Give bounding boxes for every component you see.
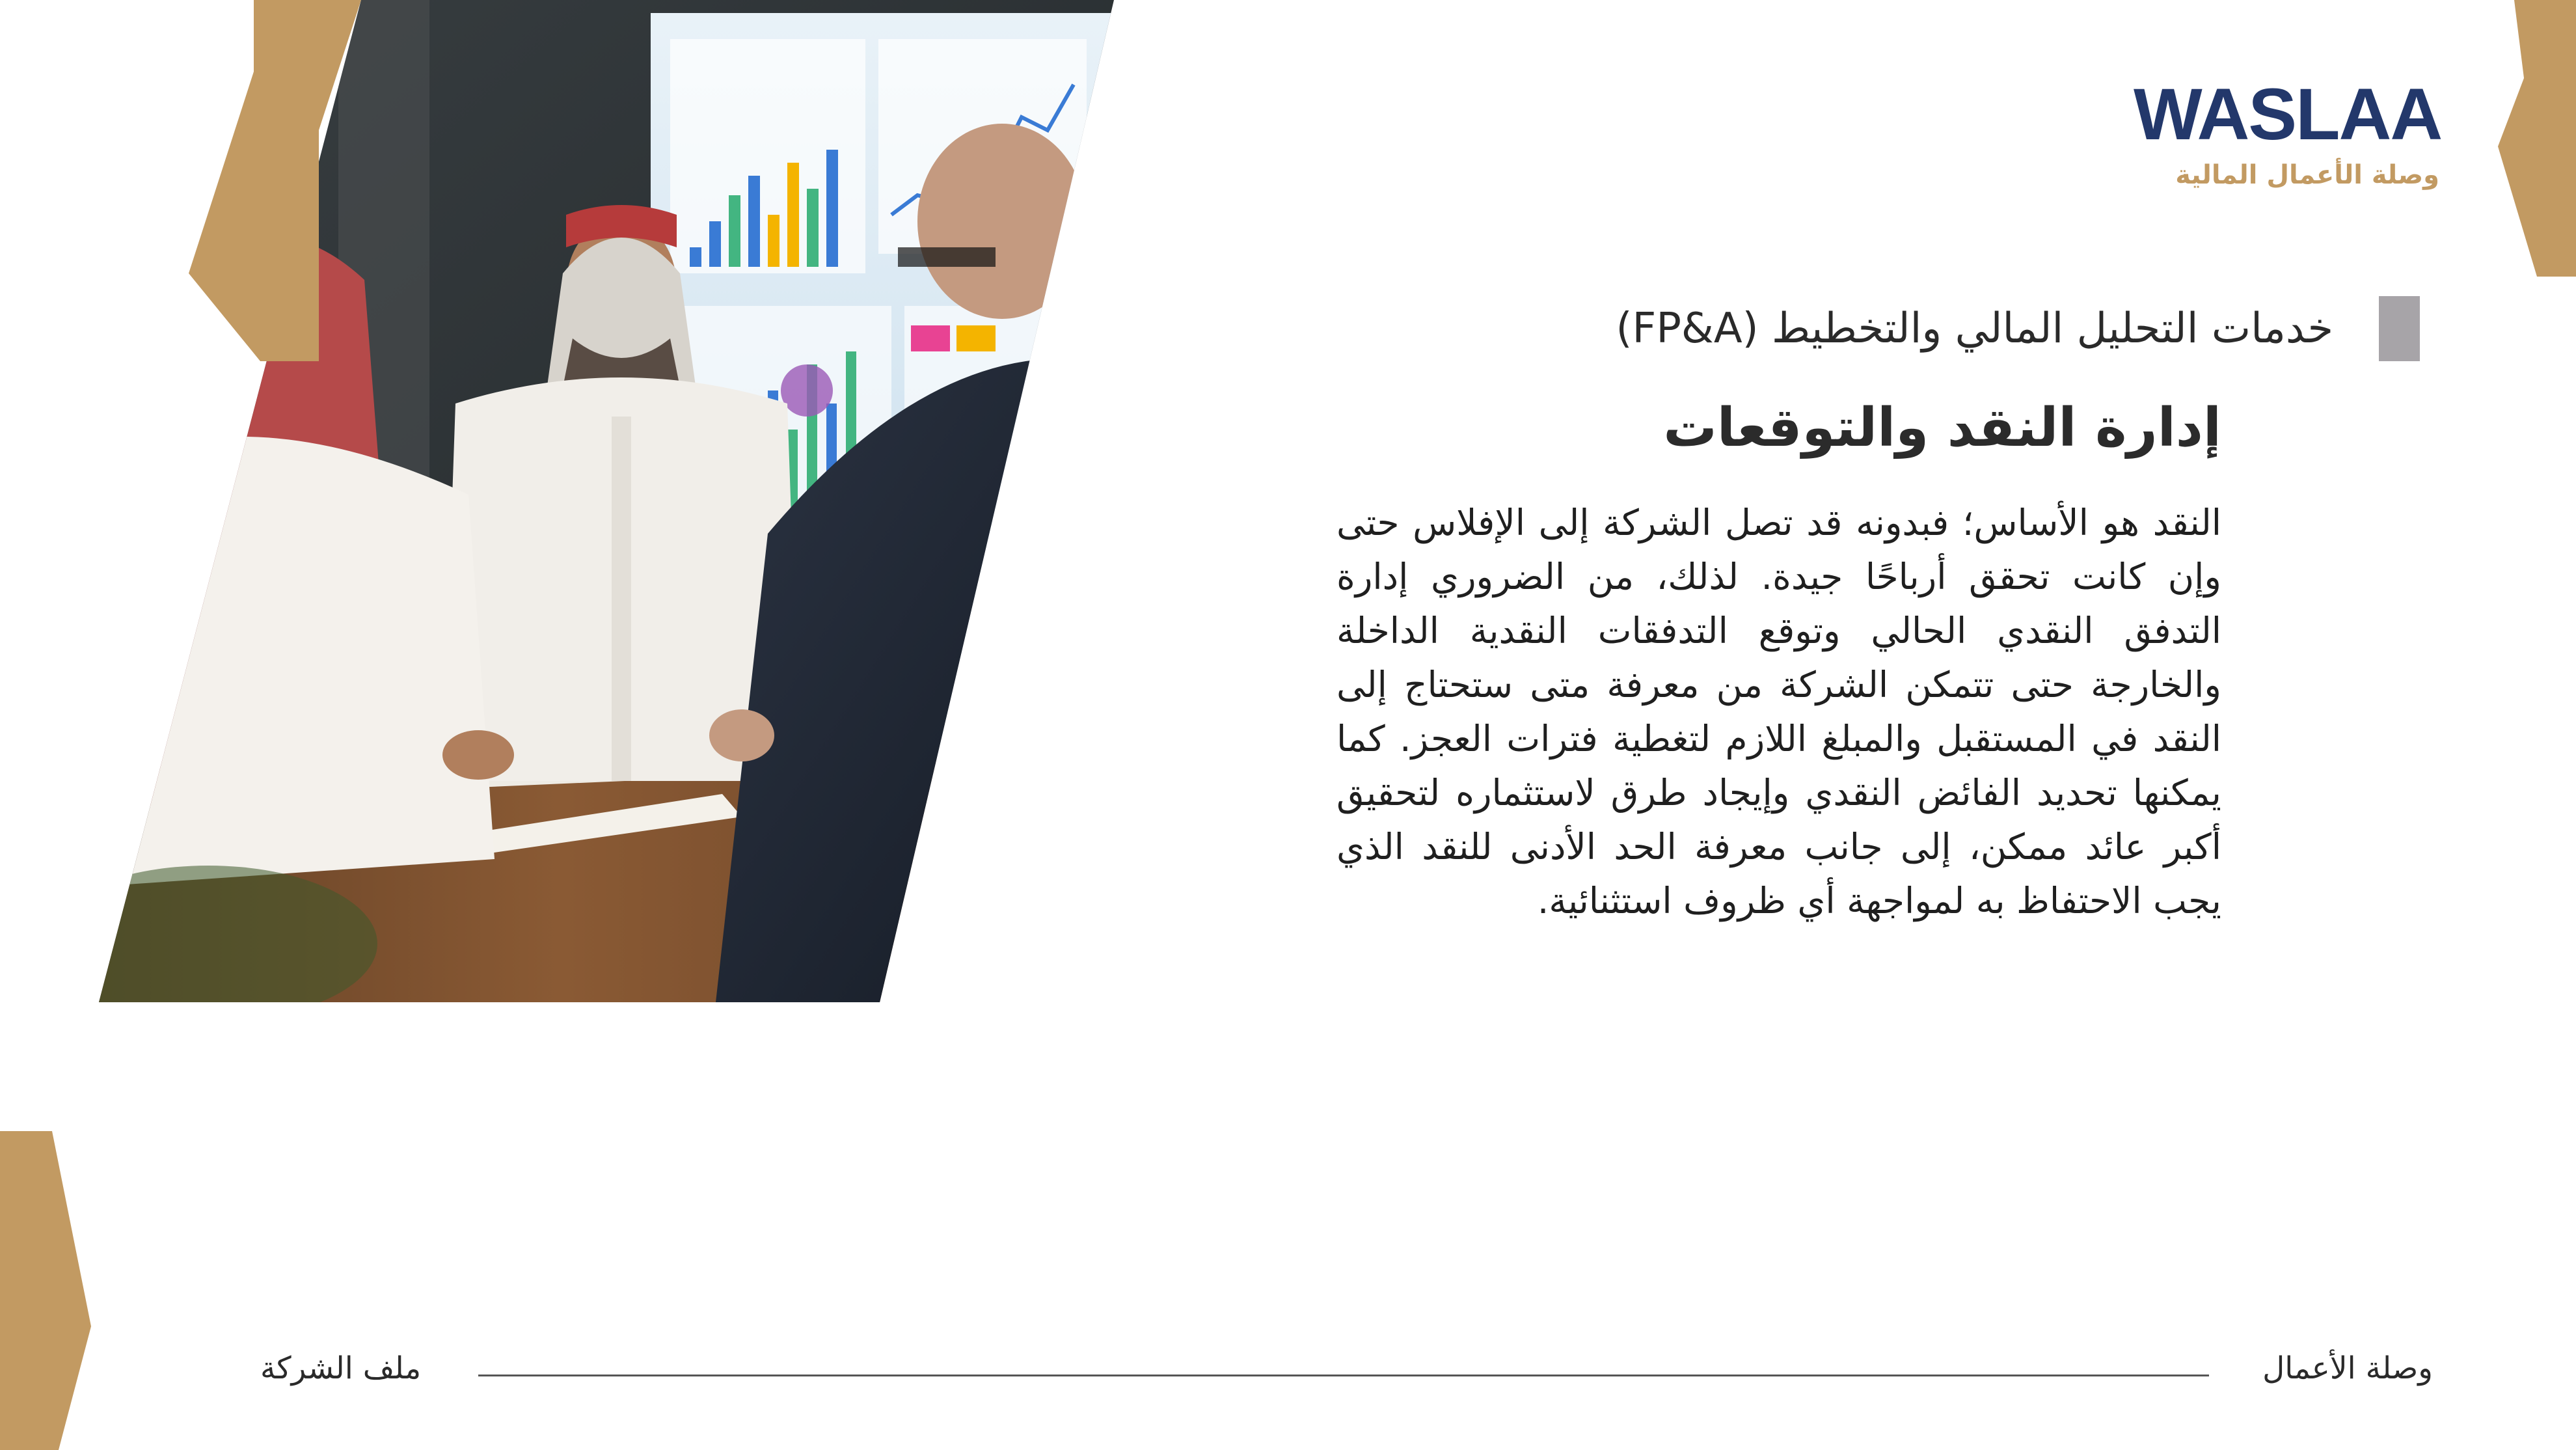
footer-brand: وصلة الأعمال [2262,1350,2433,1386]
section-title: خدمات التحليل المالي والتخطيط (FP&A) [1616,305,2333,353]
logo-subtitle: وصلة الأعمال المالية [2175,160,2439,190]
section-marker [2379,296,2420,361]
gold-chevron-decoration [0,1131,91,1450]
footer-document-title: ملف الشركة [260,1350,422,1386]
meeting-photo [0,0,1119,1002]
body-paragraph: النقد هو الأساس؛ فبدونه قد تصل الشركة إلى الإفلاس حتى وإن كانت تحقق أرباحًا جيدة. لذلك، من الضروري إدارة التدفق النقدي الحالي وتوقع التدفقات النقدية الداخلة والخارجة حتى تتمكن الشركة من معرفة متى ستحتاج إلى النقد في المستقبل والمبلغ اللازم لتغطية فترات العجز. كما يمكنها تحديد الفائض النقدي وإيجاد طرق لاستثماره لتحقيق أكبر عائد ممكن، إلى جانب معرفة الحد الأدنى للنقد الذي يجب الاحتفاظ به لمواجهة أي ظروف استثنائية. [1336,502,2221,922]
logo-wordmark: WASLAA [2134,74,2442,155]
page-title: إدارة النقد والتوقعات [1663,397,2221,459]
footer-divider [478,1375,2209,1376]
gold-chevron-decoration [189,0,364,364]
section-label [1616,296,2420,361]
waslaa-logo [2134,74,2442,190]
gold-chevron-decoration [2498,0,2576,277]
